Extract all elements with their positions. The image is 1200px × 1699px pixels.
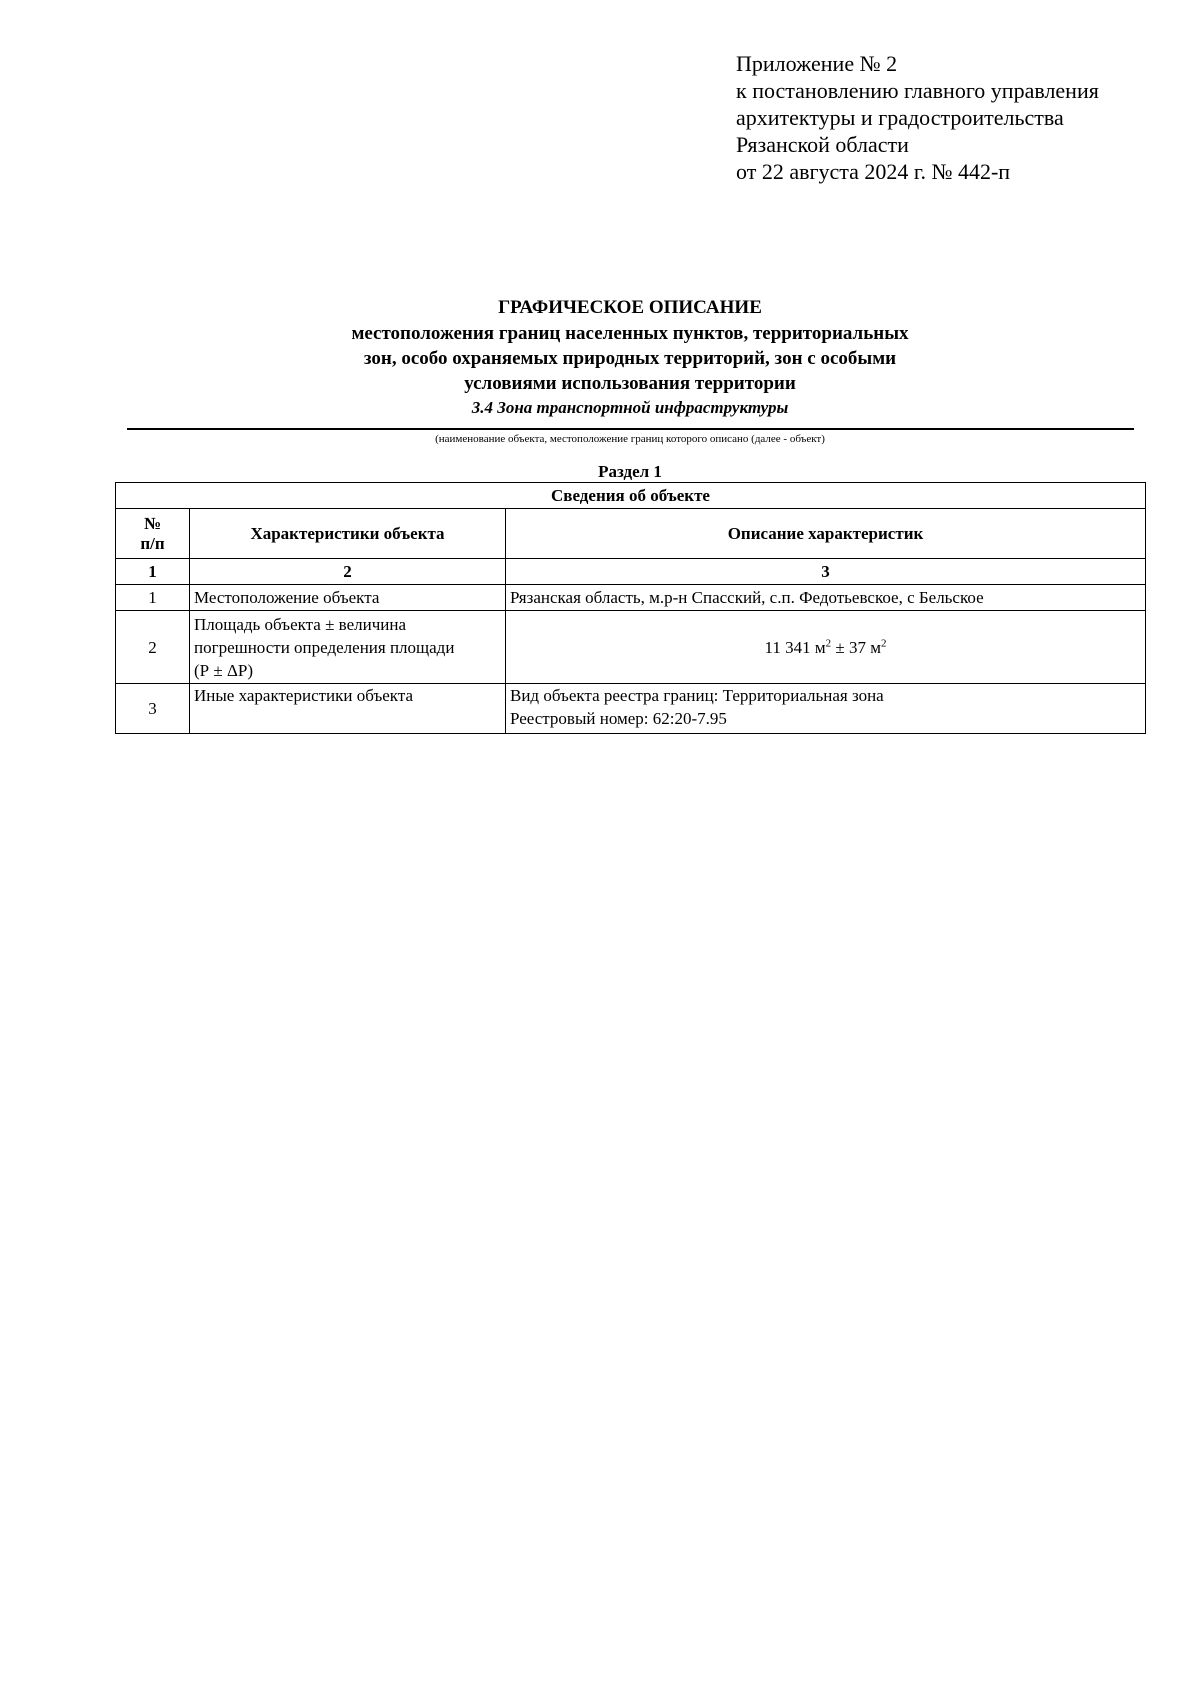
row-number: 2	[116, 611, 190, 684]
table-header-row	[116, 509, 1146, 559]
appendix-line: Рязанской области	[736, 132, 909, 157]
column-number: 3	[506, 559, 1146, 585]
area-error: ± 37 м	[831, 637, 881, 657]
row-characteristic-line: (Р ± ΔР)	[194, 660, 253, 680]
row-characteristic	[190, 611, 506, 684]
header-number-line2: п/п	[140, 533, 165, 553]
row-characteristic: Иные характеристики объекта	[190, 684, 506, 734]
document-title-block	[0, 294, 1200, 420]
row-description: Рязанская область, м.р-н Спасский, с.п. Федотьевское, с Бельское	[506, 585, 1146, 611]
header-number	[116, 509, 190, 559]
document-subtitle-line: зон, особо охраняемых природных территорий, зон с особыми	[363, 348, 897, 369]
appendix-line: архитектуры и градостроительства	[736, 105, 1064, 130]
table-row	[116, 684, 1146, 734]
row-description-line: Вид объекта реестра границ: Территориальная зона	[510, 686, 884, 705]
header-description: Описание характеристик	[506, 509, 1146, 559]
appendix-header	[736, 50, 1099, 185]
document-subtitle-line: местоположения границ населенных пунктов, территориальных	[351, 323, 909, 344]
row-number: 3	[116, 684, 190, 734]
area-unit-exponent: 2	[825, 636, 832, 649]
table-caption: Сведения об объекте	[116, 483, 1146, 509]
row-characteristic: Местоположение объекта	[190, 585, 506, 611]
header-characteristic: Характеристики объекта	[190, 509, 506, 559]
row-characteristic-line: погрешности определения площади	[194, 637, 455, 657]
row-description-line: Реестровый номер: 62:20-7.95	[510, 709, 727, 728]
appendix-line: к постановлению главного управления	[736, 78, 1099, 103]
section-label: Раздел 1	[598, 462, 662, 481]
table-caption-row	[116, 483, 1146, 509]
table-row	[116, 611, 1146, 684]
object-name-underline	[127, 428, 1134, 430]
appendix-line: Приложение № 2	[736, 51, 898, 76]
document-subtitle-line: условиями использования территории	[464, 373, 796, 394]
document-title: ГРАФИЧЕСКОЕ ОПИСАНИЕ	[498, 297, 762, 318]
column-number: 1	[116, 559, 190, 585]
object-info-table	[115, 482, 1146, 734]
object-name: 3.4 Зона транспортной инфраструктуры	[471, 398, 789, 417]
row-description	[506, 684, 1146, 734]
row-description-area	[506, 611, 1146, 684]
area-value: 11 341 м	[764, 637, 826, 657]
object-name-caption: (наименование объекта, местоположение границ которого описано (далее - объект)	[435, 433, 825, 445]
area-error-unit-exponent: 2	[880, 636, 887, 649]
column-number: 2	[190, 559, 506, 585]
header-number-line1: №	[143, 513, 162, 533]
row-number: 1	[116, 585, 190, 611]
table-row	[116, 585, 1146, 611]
column-number-row	[116, 559, 1146, 585]
row-characteristic-line: Площадь объекта ± величина	[194, 614, 407, 634]
appendix-line: от 22 августа 2024 г. № 442-п	[736, 159, 1011, 184]
